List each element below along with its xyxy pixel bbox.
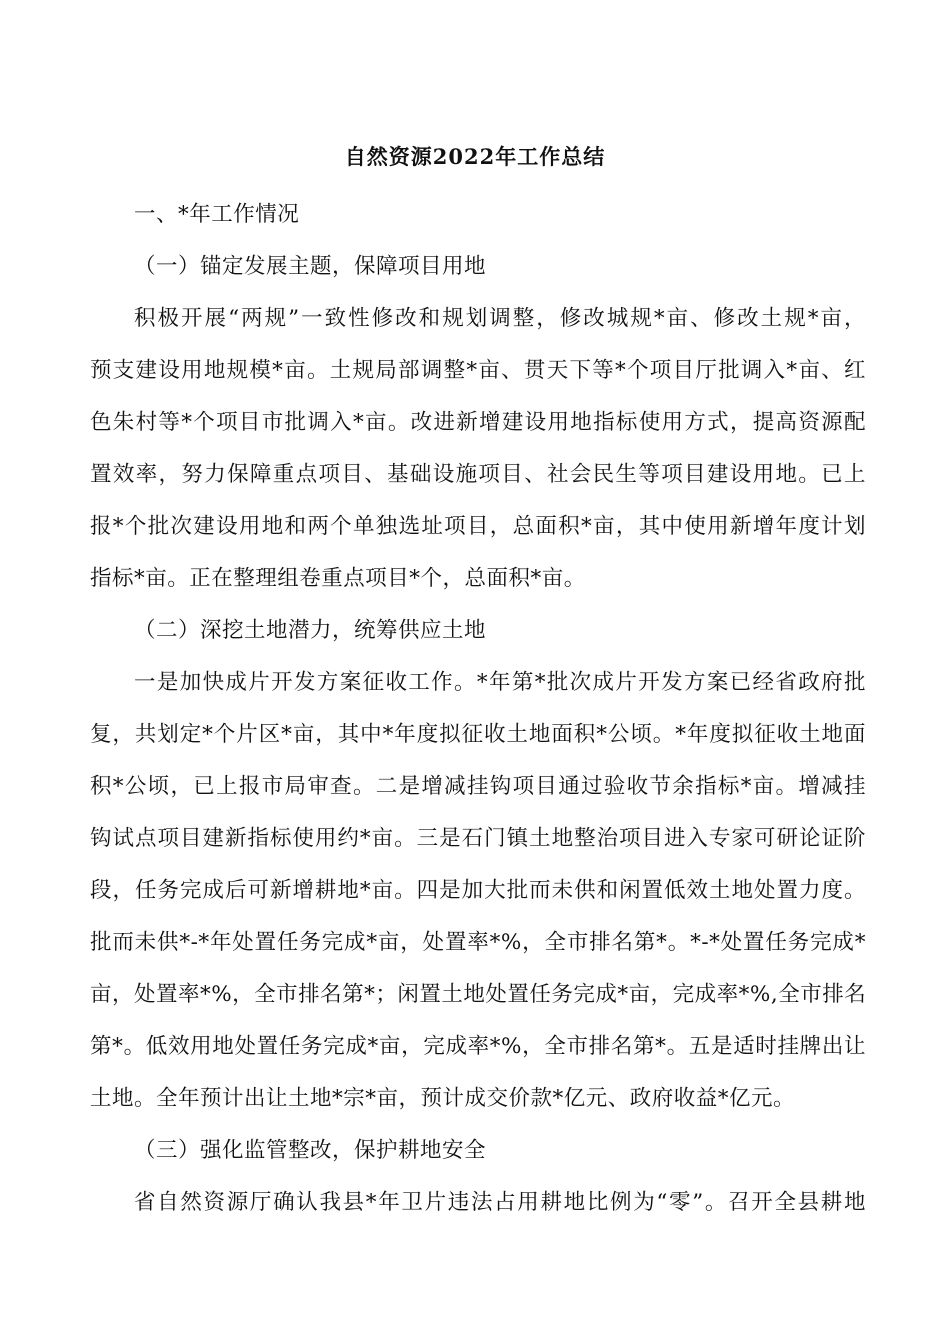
subsection-heading: （二）深挖土地潜力，统筹供应土地 (134, 618, 487, 643)
subsection-heading: （一）锚定发展主题，保障项目用地 (134, 254, 487, 279)
paragraph-line: 批而未供*-*年处置任务完成*亩，处置率*%，全市排名第*。*-*处置任务完成* (90, 930, 866, 955)
document-body (90, 194, 866, 1234)
paragraph-line: 积*公顷，已上报市局审查。二是增减挂钩项目通过验收节余指标*亩。增减挂 (90, 774, 866, 799)
paragraph-line: 第*。低效用地处置任务完成*亩，完成率*%，全市排名第*。五是适时挂牌出让 (90, 1034, 866, 1059)
paragraph-line: 报*个批次建设用地和两个单独选址项目，总面积*亩，其中使用新增年度计划 (90, 514, 866, 539)
subsection-heading: （三）强化监管整改，保护耕地安全 (134, 1138, 487, 1163)
section-heading: 一、*年工作情况 (134, 202, 300, 227)
paragraph-line: 复，共划定*个片区*亩，其中*年度拟征收土地面积*公顷。*年度拟征收土地面 (90, 722, 866, 747)
paragraph-line: 色朱村等*个项目市批调入*亩。改进新增建设用地指标使用方式，提高资源配 (90, 410, 866, 435)
paragraph-line: 土地。全年预计出让土地*宗*亩，预计成交价款*亿元、政府收益*亿元。 (90, 1086, 796, 1111)
paragraph-line: 指标*亩。正在整理组卷重点项目*个，总面积*亩。 (90, 566, 586, 591)
document-title: 自然资源2022年工作总结 (344, 144, 606, 169)
paragraph-line: 钩试点项目建新指标使用约*亩。三是石门镇土地整治项目进入专家可研论证阶 (90, 826, 866, 851)
paragraph-line: 置效率，努力保障重点项目、基础设施项目、社会民生等项目建设用地。已上 (90, 462, 866, 487)
paragraph-line: 段，任务完成后可新增耕地*亩。四是加大批而未供和闲置低效土地处置力度。 (90, 878, 866, 903)
paragraph-line: 预支建设用地规模*亩。土规局部调整*亩、贯天下等*个项目厅批调入*亩、红 (90, 358, 866, 383)
paragraph-line: 一是加快成片开发方案征收工作。*年第*批次成片开发方案已经省政府批 (134, 670, 866, 695)
paragraph-line: 亩，处置率*%，全市排名第*；闲置土地处置任务完成*亩，完成率*%,全市排名 (90, 982, 867, 1007)
paragraph-line: 省自然资源厅确认我县*年卫片违法占用耕地比例为“零”。召开全县耕地 (134, 1190, 866, 1215)
paragraph-line: 积极开展“两规”一致性修改和规划调整，修改城规*亩、修改土规*亩， (134, 306, 866, 331)
